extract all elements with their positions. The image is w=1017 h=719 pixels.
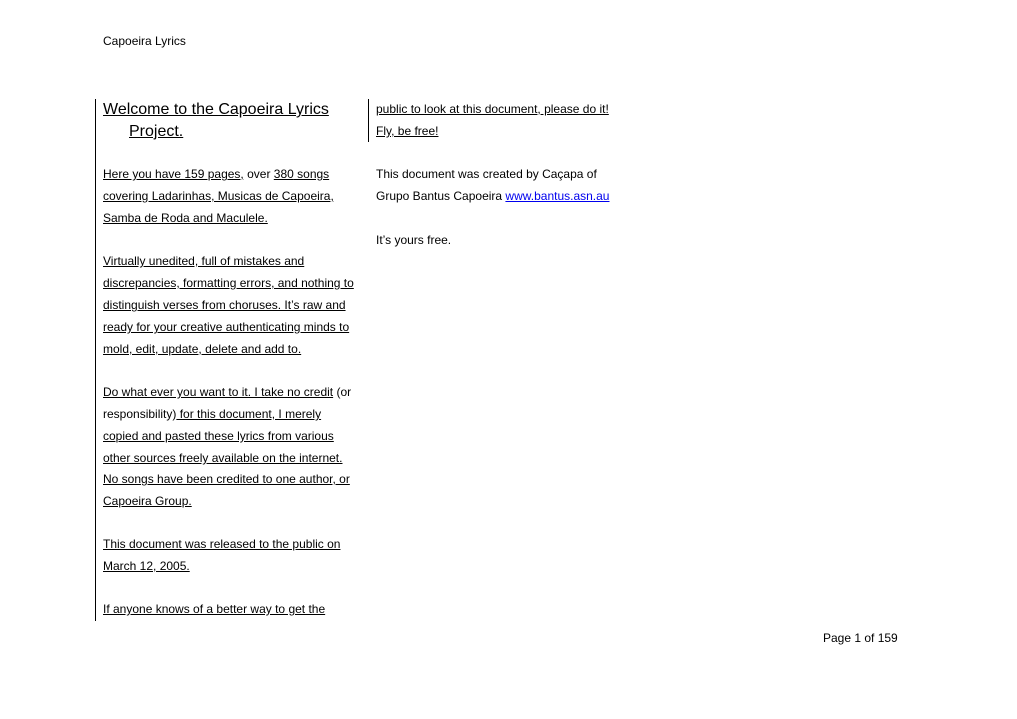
- intro-paragraph-3-line-3: copied and pasted these lyrics from various: [103, 429, 334, 443]
- page-number: Page 1 of 159: [823, 631, 898, 645]
- intro-paragraph-3-line-6: Capoeira Group.: [103, 494, 192, 508]
- intro-paragraph-3-line-1: Do what ever you want to it. I take no credit (or: [103, 385, 352, 399]
- intro-paragraph-1-line-1: Here you have 159 pages, over 380 songs: [103, 167, 330, 181]
- intro-paragraph-2-line-3: distinguish verses from choruses. It’s raw and: [103, 298, 346, 312]
- intro-paragraph-3-line-5: No songs have been credited to one author, or: [103, 472, 350, 486]
- intro-paragraph-2-line-2: discrepancies, formatting errors, and nothing to: [103, 276, 354, 290]
- intro-paragraph-5-line-1: If anyone knows of a better way to get the: [103, 602, 326, 616]
- intro-paragraph-2-line-4: ready for your creative authenticating minds to: [103, 320, 350, 334]
- credit-line-1: This document was created by Caçapa of: [376, 167, 597, 181]
- credit-line-2: Grupo Bantus Capoeira www.bantus.asn.au: [376, 189, 610, 203]
- intro-paragraph-3-line-4: other sources freely available on the internet.: [103, 451, 343, 465]
- welcome-title-line-2: Project.: [129, 123, 184, 140]
- intro-paragraph-1-line-3: Samba de Roda and Maculele.: [103, 211, 268, 225]
- intro-paragraph-4-line-2: March 12, 2005.: [103, 559, 190, 573]
- intro-paragraph-1-line-2: covering Ladarinhas, Musicas de Capoeira,: [103, 189, 334, 203]
- closing-line: It’s yours free.: [376, 233, 452, 247]
- bantus-website-link[interactable]: www.bantus.asn.au: [505, 189, 610, 203]
- intro-paragraph-5-line-2: public to look at this document, please do it!: [376, 102, 609, 116]
- intro-paragraph-3-line-2: responsibility) for this document, I merely: [103, 407, 322, 421]
- intro-paragraph-2-line-1: Virtually unedited, full of mistakes and: [103, 254, 305, 268]
- intro-paragraph-5-line-3: Fly, be free!: [376, 124, 439, 138]
- welcome-title-line-1: Welcome to the Capoeira Lyrics: [103, 101, 329, 118]
- page-header-title: Capoeira Lyrics: [103, 34, 186, 48]
- intro-paragraph-4-line-1: This document was released to the public on: [103, 537, 341, 551]
- intro-paragraph-2-line-5: mold, edit, update, delete and add to.: [103, 342, 302, 356]
